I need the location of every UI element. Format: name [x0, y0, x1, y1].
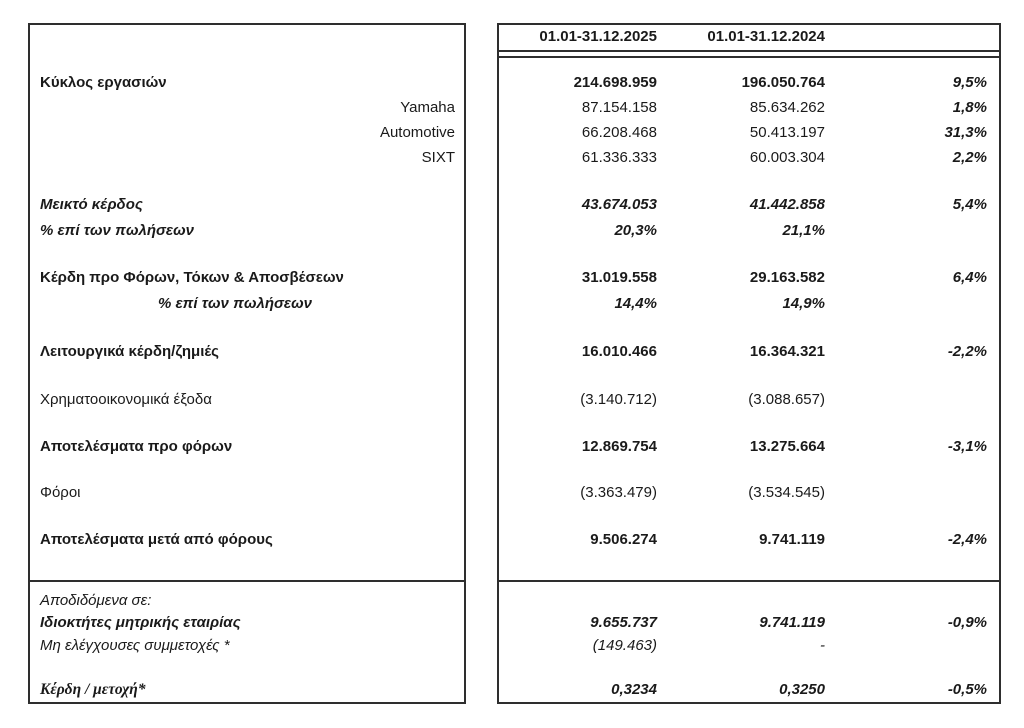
section-separator-left — [30, 580, 464, 582]
value-2024: 9.741.119 — [759, 614, 825, 631]
table-row — [0, 635, 1024, 657]
table-row — [0, 436, 1024, 458]
value-2025: 12.869.754 — [581, 438, 657, 455]
row-label: Yamaha — [400, 99, 455, 116]
row-label: Automotive — [379, 124, 455, 141]
table-row — [0, 482, 1024, 504]
row-label: Κέρδη / μετοχή* — [40, 681, 146, 698]
row-label: Λειτουργικά κέρδη/ζημιές — [40, 343, 219, 360]
row-label: Μεικτό κέρδος — [40, 196, 143, 213]
value-2024: 13.275.664 — [749, 438, 825, 455]
value-2024: - — [820, 637, 825, 654]
value-2024: 0,3250 — [779, 681, 825, 698]
change-pct: -2,2% — [947, 343, 987, 360]
row-label: Κέρδη προ Φόρων, Τόκων & Αποσβέσεων — [40, 269, 344, 286]
table-row — [0, 529, 1024, 551]
change-pct: 1,8% — [952, 99, 987, 116]
value-2024: 21,1% — [782, 222, 825, 239]
table-row — [0, 220, 1024, 242]
value-2025: 43.674.053 — [581, 196, 657, 213]
change-pct: 5,4% — [952, 196, 987, 213]
value-2025: 9.655.737 — [590, 614, 657, 631]
value-2024: (3.534.545) — [748, 484, 825, 501]
table-row — [0, 194, 1024, 216]
value-2024: 9.741.119 — [759, 531, 825, 548]
value-2025: (149.463) — [592, 637, 657, 654]
change-pct: 9,5% — [952, 74, 987, 91]
value-2025: 31.019.558 — [581, 269, 657, 286]
row-label: Κύκλος εργασιών — [40, 74, 167, 91]
value-2025: 66.208.468 — [581, 124, 657, 141]
value-2025: 9.506.274 — [590, 531, 657, 548]
table-row — [0, 122, 1024, 144]
table-row — [0, 97, 1024, 119]
value-2024: (3.088.657) — [748, 391, 825, 408]
row-label: Χρηματοοικονομικά έξοδα — [40, 391, 212, 408]
value-2025: 14,4% — [614, 295, 657, 312]
table-row — [0, 341, 1024, 363]
table-row — [0, 612, 1024, 634]
value-2025: 87.154.158 — [581, 99, 657, 116]
table-row — [0, 293, 1024, 315]
section-separator-right — [499, 580, 999, 582]
change-pct: -2,4% — [947, 531, 987, 548]
header-row — [0, 26, 1024, 48]
value-2024: 29.163.582 — [749, 269, 825, 286]
value-2025: 61.336.333 — [581, 149, 657, 166]
row-label: SIXT — [421, 149, 455, 166]
header-underline-top — [499, 50, 999, 52]
row-label: Αποτελέσματα προ φόρων — [40, 438, 233, 455]
table-row — [0, 590, 1024, 612]
table-row — [0, 72, 1024, 94]
row-label: Ιδιοκτήτες μητρικής εταιρίας — [40, 614, 241, 631]
row-label: % επί των πωλήσεων — [40, 222, 194, 239]
value-2025: (3.363.479) — [580, 484, 657, 501]
period-header-2024: 01.01-31.12.2024 — [707, 28, 825, 45]
value-2024: 16.364.321 — [749, 343, 825, 360]
period-header-2025: 01.01-31.12.2025 — [539, 28, 657, 45]
row-label: % επί των πωλήσεων — [158, 295, 312, 312]
row-label: Φόροι — [40, 484, 81, 501]
change-pct: 31,3% — [944, 124, 987, 141]
value-2024: 14,9% — [782, 295, 825, 312]
change-pct: 6,4% — [952, 269, 987, 286]
row-label: Αποδιδόμενα σε: — [40, 592, 152, 609]
table-row — [0, 679, 1024, 701]
change-pct: -3,1% — [947, 438, 987, 455]
value-2024: 196.050.764 — [741, 74, 825, 91]
table-row — [0, 267, 1024, 289]
table-row — [0, 147, 1024, 169]
change-pct: -0,5% — [947, 681, 987, 698]
value-2025: 20,3% — [614, 222, 657, 239]
value-2025: 0,3234 — [611, 681, 657, 698]
value-2024: 85.634.262 — [749, 99, 825, 116]
value-2024: 60.003.304 — [749, 149, 825, 166]
value-2024: 50.413.197 — [749, 124, 825, 141]
value-2025: 16.010.466 — [581, 343, 657, 360]
value-2025: (3.140.712) — [580, 391, 657, 408]
table-row — [0, 389, 1024, 411]
value-2024: 41.442.858 — [749, 196, 825, 213]
row-label: Μη ελέγχουσες συμμετοχές * — [40, 637, 230, 654]
value-2025: 214.698.959 — [573, 74, 657, 91]
change-pct: -0,9% — [947, 614, 987, 631]
change-pct: 2,2% — [952, 149, 987, 166]
row-label: Αποτελέσματα μετά από φόρους — [40, 531, 273, 548]
header-underline-bottom — [499, 56, 999, 58]
